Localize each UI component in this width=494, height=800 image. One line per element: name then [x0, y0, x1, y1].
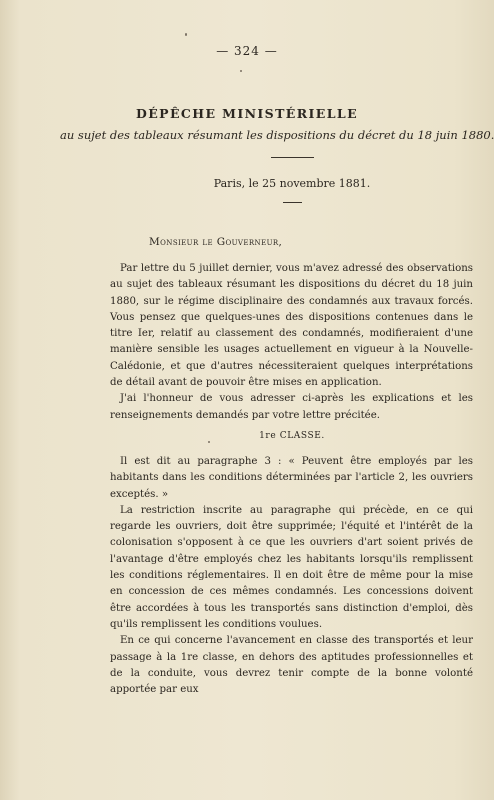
- document-title: DÉPÊCHE MINISTÉRIELLE: [135, 106, 358, 121]
- paper-speck: [185, 33, 187, 36]
- letter-body-section: [110, 454, 473, 698]
- paper-speck: [208, 441, 210, 443]
- letter-body-intro: [110, 261, 473, 424]
- paragraph: En ce qui concerne l'avancement en classe des transportés et leur passage à la 1re classe, en dehors des aptitudes professionnelles et de la conduite, vous devrez tenir compte de la bonne volonté apportée par eux: [110, 635, 473, 696]
- page-number: — 324 —: [216, 44, 278, 58]
- separator-rule-short: [283, 202, 302, 203]
- paragraph: Par lettre du 5 juillet dernier, vous m'avez adressé des observations au sujet des tableaux résumant les dispositions du décret du 18 juin 1880, sur le régime disciplinaire des condamnés aux travaux forcés. Vous pensez que quelques-unes des dispositions contenues dans le titre Ier, relatif au classement des condamnés, modifieraient d'une manière sensible les usages actuellement en vigueur à la Nouvelle-Calédonie, et que d'autres nécessiteraient quelques interprétations de détail avant de pouvoir être mises en application.: [110, 263, 473, 389]
- section-heading: 1re CLASSE.: [259, 431, 325, 441]
- paragraph: J'ai l'honneur de vous adresser ci-après les explications et les renseignements demandés par votre lettre précitée.: [110, 393, 473, 421]
- paragraph: Il est dit au paragraphe 3 : « Peuvent être employés par les habitants dans les conditions déterminées par l'article 2, les ouvriers exceptés. »: [110, 456, 473, 500]
- document-subtitle: au sujet des tableaux résumant les dispositions du décret du 18 juin 1880.: [60, 128, 494, 142]
- paragraph: La restriction inscrite au paragraphe qui précède, en ce qui regarde les ouvriers, doit être supprimée; l'équité et l'intérêt de la colonisation s'opposent à ce que les ouvriers d'art soient privés de l'avantage d'être employés chez les habitants lorsqu'ils remplissent les conditions réglementaires. Il en doit être de même pour la mise en concession de ces mêmes condamnés. Les concessions doivent être accordées à tous les transportés sans distinction d'emploi, dès qu'ils remplissent les conditions voulues.: [110, 504, 473, 630]
- paper-speck: [240, 70, 242, 72]
- dateline: Paris, le 25 novembre 1881.: [213, 177, 371, 190]
- salutation: Monsieur le Gouverneur,: [149, 236, 283, 248]
- separator-rule: [271, 157, 314, 158]
